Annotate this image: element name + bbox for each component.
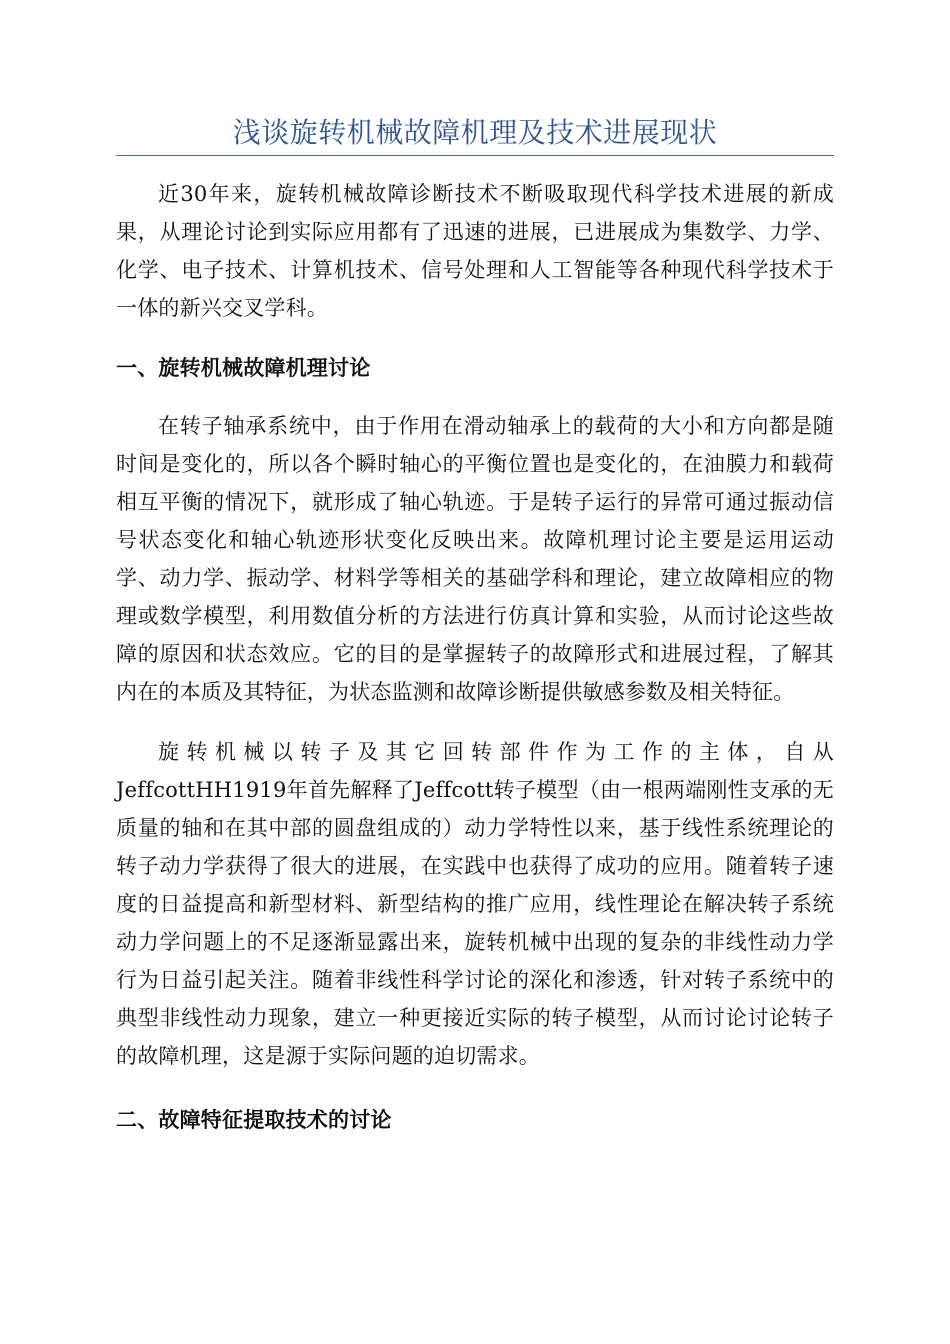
title-underline xyxy=(116,155,834,156)
section-heading-2: 二、故障特征提取技术的讨论 xyxy=(116,1107,392,1132)
paragraph-jeffcott: 旋转机械以转子及其它回转部件作为工作的主体，自从JeffcottHH1919年首先解释了Jeffcott转子模型（由一根两端刚性支承的无质量的轴和在其中部的圆盘组成的）动力学特性以来，基于线性系统理论的转子动力学获得了很大的进展，在实践中也获得了成功的应用。随着转子速度的日益提高和新型材料、新型结构的推广应用，线性理论在解决转子系统动力学问题上的不足逐渐显露出来，旋转机械中出现的复杂的非线性动力学行为日益引起关注。随着非线性科学讨论的深化和渗透，针对转子系统中的典型非线性动力现象，建立一种更接近实际的转子模型，从而讨论讨论转子的故障机理，这是源于实际问题的迫切需求。 xyxy=(116,740,834,1068)
document-title: 浅谈旋转机械故障机理及技术进展现状 xyxy=(232,116,718,149)
paragraph-rotor-bearing: 在转子轴承系统中，由于作用在滑动轴承上的载荷的大小和方向都是随时间是变化的，所以各个瞬时轴心的平衡位置也是变化的，在油膜力和载荷相互平衡的情况下，就形成了轴心轨迹。于是转子运行的异常可通过振动信号状态变化和轴心轨迹形状变化反映出来。故障机理讨论主要是运用运动学、动力学、振动学、材料学等相关的基础学科和理论，建立故障相应的物理或数学模型，利用数值分析的方法进行仿真计算和实验，从而讨论这些故障的原因和状态效应。它的目的是掌握转子的故障形式和进展过程，了解其内在的本质及其特征，为状态监测和故障诊断提供敏感参数及相关特征。 xyxy=(116,414,834,704)
document-body xyxy=(116,175,834,1139)
paragraph-intro: 近30年来，旋转机械故障诊断技术不断吸取现代科学技术进展的新成果，从理论讨论到实际应用都有了迅速的进展，已进展成为集数学、力学、化学、电子技术、计算机技术、信号处理和人工智能等各种现代科学技术于一体的新兴交叉学科。 xyxy=(116,182,834,320)
section-heading-1: 一、旋转机械故障机理讨论 xyxy=(116,355,371,380)
